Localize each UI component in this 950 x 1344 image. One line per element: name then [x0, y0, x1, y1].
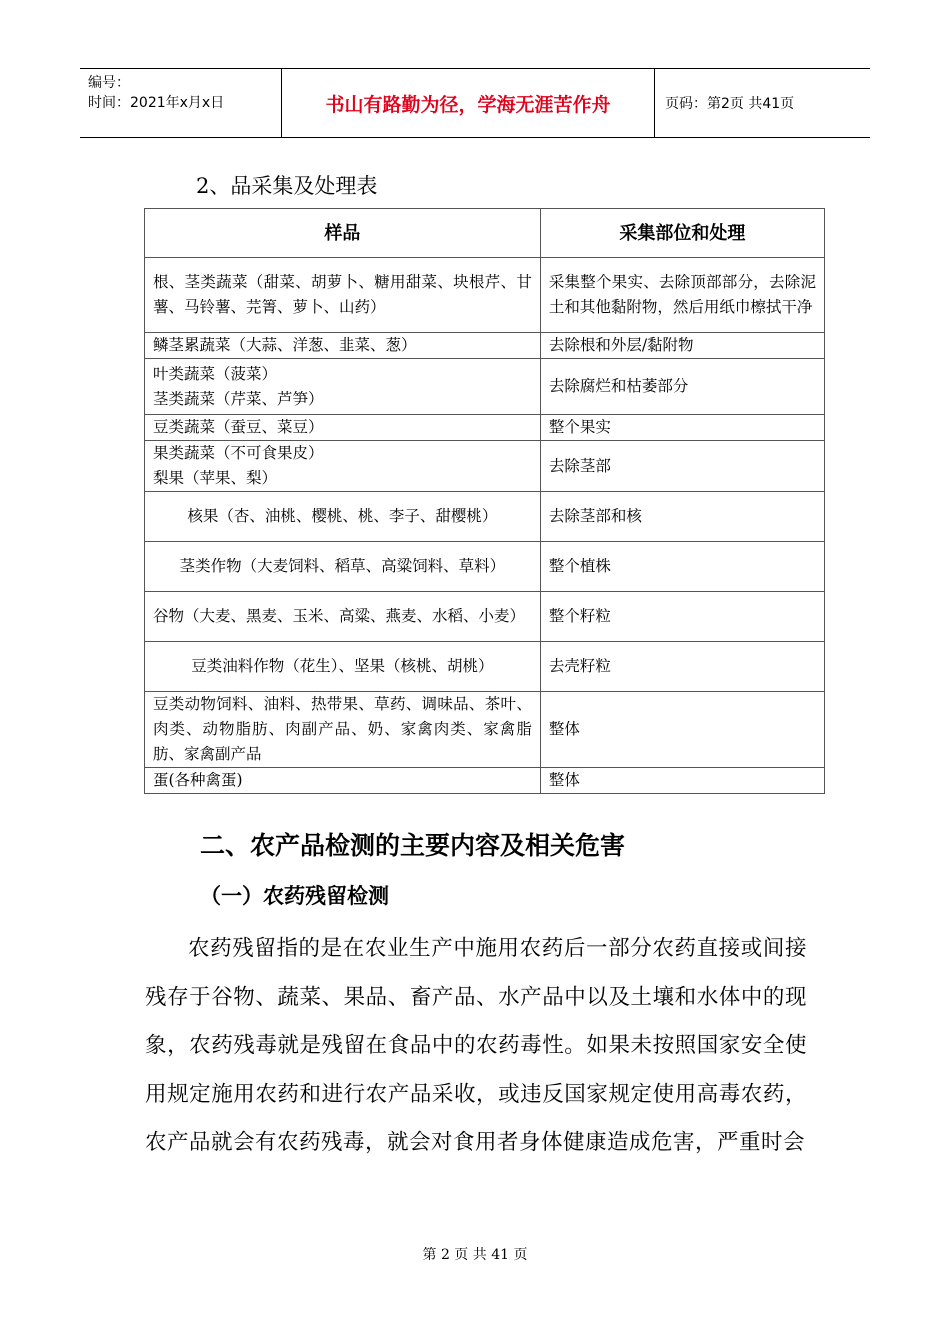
- page-footer: 第 2 页 共 41 页: [422, 1247, 528, 1263]
- treatment-cell: 去除腐烂和枯萎部分: [540, 359, 824, 415]
- table-row: [145, 542, 825, 592]
- sample-cell: 核果（杏、油桃、樱桃、桃、李子、甜樱桃）: [145, 492, 541, 542]
- sample-cell: 豆类动物饲料、油料、热带果、草药、调味品、茶叶、肉类、动物脂肪、肉副产品、奶、家禽肉类、家禽脂肪、家禽副产品: [145, 692, 541, 768]
- sample-cell: 豆类油料作物（花生）、坚果（核桃、胡桃）: [145, 642, 541, 692]
- treatment-cell: 整体: [540, 768, 824, 794]
- treatment-cell: 采集整个果实、去除顶部部分，去除泥土和其他黏附物，然后用纸巾檫拭干净: [540, 258, 824, 333]
- number-label: 编号：: [88, 75, 130, 91]
- table-row: [145, 592, 825, 642]
- table-row: [145, 359, 825, 415]
- treatment-cell: 去壳籽粒: [540, 642, 824, 692]
- treatment-cell: 去除根和外层/黏附物: [540, 333, 824, 359]
- table-row: [145, 333, 825, 359]
- header-page-info: 页码：第2页 共41页: [665, 96, 795, 112]
- header-treatment: 采集部位和处理: [540, 209, 824, 258]
- sample-cell: 叶类蔬菜（菠菜） 茎类蔬菜（芹菜、芦笋）: [145, 359, 541, 415]
- sample-cell: 根、茎类蔬菜（甜菜、胡萝卜、糖用甜菜、块根芹、甘薯、马铃薯、芫箐、萝卜、山药）: [145, 258, 541, 333]
- treatment-cell: 去除茎部和核: [540, 492, 824, 542]
- treatment-cell: 去除茎部: [540, 441, 824, 492]
- treatment-cell: 整个果实: [540, 415, 824, 441]
- sample-cell: 鳞茎累蔬菜（大蒜、洋葱、韭菜、葱）: [145, 333, 541, 359]
- table-row: [145, 441, 825, 492]
- treatment-cell: 整个籽粒: [540, 592, 824, 642]
- treatment-cell: 整体: [540, 692, 824, 768]
- sample-cell: 豆类蔬菜（蚕豆、菜豆）: [145, 415, 541, 441]
- header-meta: [80, 69, 282, 137]
- table-row: [145, 642, 825, 692]
- treatment-cell: 整个植株: [540, 542, 824, 592]
- table-row: [145, 492, 825, 542]
- sample-cell: 茎类作物（大麦饲料、稻草、高粱饲料、草料）: [145, 542, 541, 592]
- sample-table: [144, 208, 825, 794]
- section-title: 2、品采集及处理表: [196, 174, 378, 198]
- sample-cell: 谷物（大麦、黑麦、玉米、高粱、燕麦、水稻、小麦）: [145, 592, 541, 642]
- table-row: [145, 415, 825, 441]
- table-row: [145, 692, 825, 768]
- table-row: [145, 258, 825, 333]
- body-paragraph: 农药残留指的是在农业生产中施用农药后一部分农药直接或间接残存于谷物、蔬菜、果品、畜产品、水产品中以及土壤和水体中的现象，农药残毒就是残留在食品中的农药毒性。如果未按照国家安全使用规定施用农药和进行农产品采收，或违反国家规定使用高毒农药，农产品就会有农药残毒，就会对食用者身体健康造成危害，严重时会: [145, 936, 807, 1155]
- sample-cell: 果类蔬菜（不可食果皮） 梨果（苹果、梨）: [145, 441, 541, 492]
- header-sample: 样品: [145, 209, 541, 258]
- section-heading: （一）农药残留检测: [200, 884, 389, 908]
- table-header-row: [145, 209, 825, 258]
- sample-cell: 蛋(各种禽蛋): [145, 768, 541, 794]
- chapter-heading: 二、农产品检测的主要内容及相关危害: [200, 831, 626, 860]
- page-header: [80, 68, 870, 138]
- header-motto: 书山有路勤为径，学海无涯苦作舟: [282, 69, 655, 137]
- date-label: 时间：2021年x月x日: [88, 95, 225, 111]
- table-row: [145, 768, 825, 794]
